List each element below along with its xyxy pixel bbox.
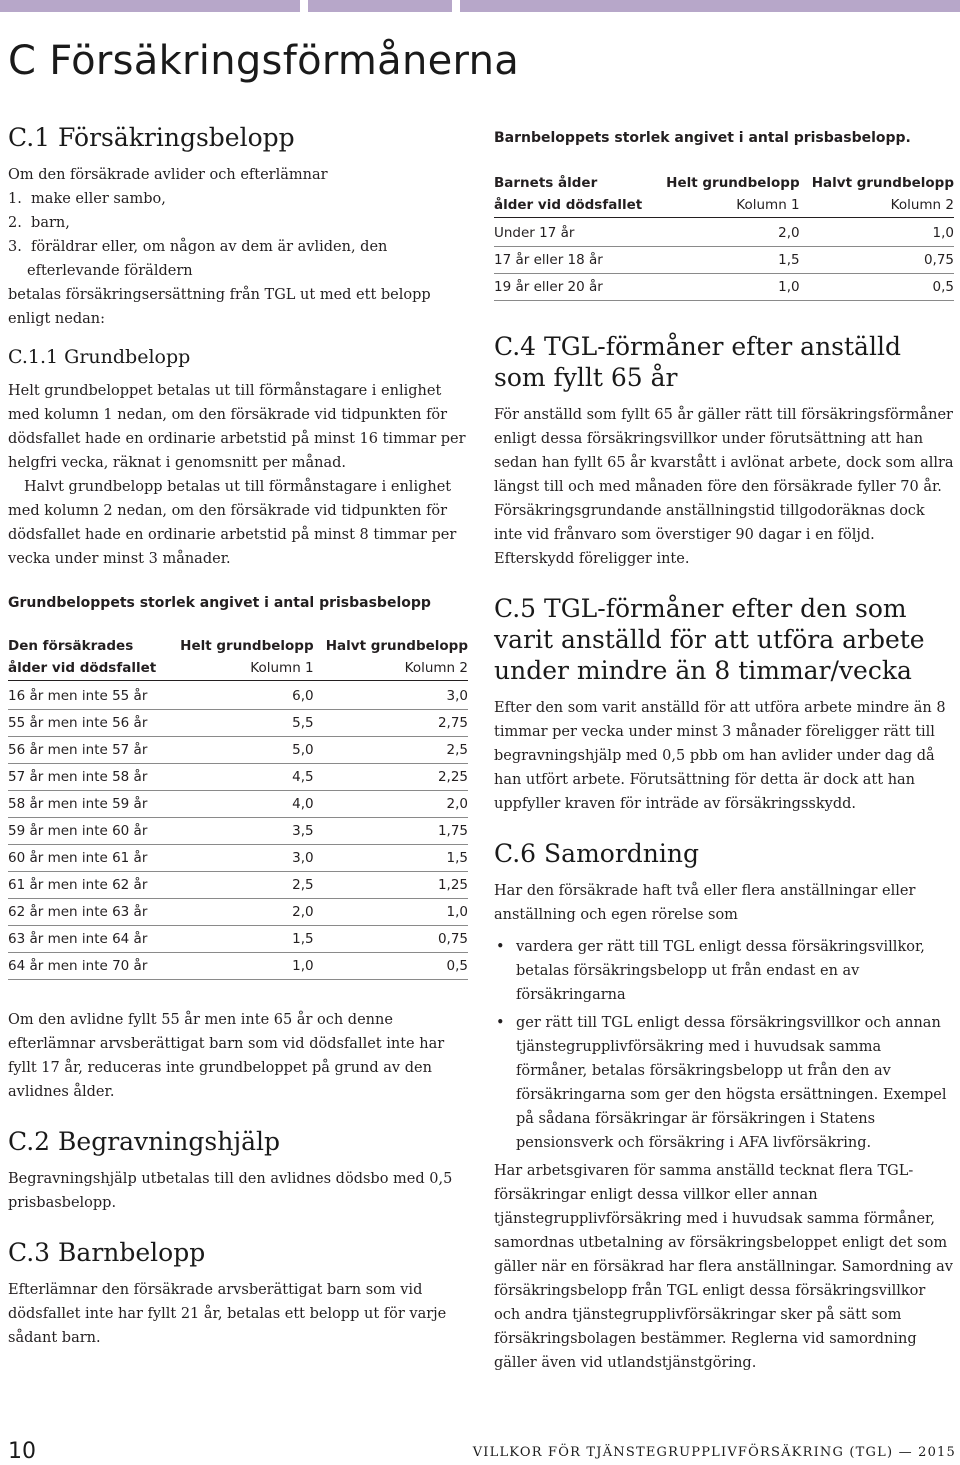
table-cell: 6,0 xyxy=(169,681,314,710)
table-cell: 2,75 xyxy=(314,710,468,737)
page-title: C Försäkringsförmånerna xyxy=(8,38,520,84)
table-cell: 1,5 xyxy=(314,845,468,872)
table-cell: 0,5 xyxy=(800,274,954,301)
table-header: Barnets ålder xyxy=(494,175,598,191)
table-cell: 2,5 xyxy=(169,872,314,899)
table-cell: 1,0 xyxy=(655,274,800,301)
table-row xyxy=(8,845,468,872)
table-row xyxy=(8,737,468,764)
table-row xyxy=(8,818,468,845)
table-cell: 59 år men inte 60 år xyxy=(8,818,169,845)
table-row xyxy=(8,681,468,710)
section-c4-title: C.4 TGL-förmåner efter anställd som fyllt 65 år xyxy=(494,332,901,392)
table-header: Kolumn 2 xyxy=(314,657,468,681)
accent-bar-segment-2 xyxy=(308,0,452,12)
c1-outro: betalas försäkringsersättning från TGL ut med ett belopp enligt nedan: xyxy=(8,287,431,327)
table-cell: 0,5 xyxy=(314,953,468,980)
list-item: 3. föräldrar eller, om någon av dem är avliden, den efterlevande föräldern xyxy=(8,239,388,279)
table-cell: 63 år men inte 64 år xyxy=(8,926,169,953)
list-item-text: vardera ger rätt till TGL enligt dessa försäkringsvillkor, betalas försäkringsbelopp ut från endast en av försäkringarna xyxy=(516,939,925,1003)
table-cell: 0,75 xyxy=(800,247,954,274)
list-item xyxy=(494,1011,954,1155)
list-item-text: ger rätt till TGL enligt dessa försäkringsvillkor och annan tjänstegrupplivförsäkring med i huvudsak samma förmåner, betalas försäkringsbelopp ut från den av försäkringarna som ger den högsta ersättningen. Exempel på sådana försäkringar är försäkringen i Statens pensionsverk och försäkring i AFA livförsäkring. xyxy=(516,1015,947,1151)
table-cell: 1,75 xyxy=(314,818,468,845)
table-row xyxy=(8,899,468,926)
table-header: Halvt grundbelopp xyxy=(325,638,468,654)
grundbelopp-table xyxy=(8,635,468,980)
c3-text: Efterlämnar den försäkrade arvsberättigat barn som vid dödsfallet inte har fyllt 21 år, betalas ett belopp ut för varje sådant barn. xyxy=(8,1282,447,1346)
table-cell: 64 år men inte 70 år xyxy=(8,953,169,980)
c11-paragraph-1: Helt grundbeloppet betalas ut till förmånstagare i enlighet med kolumn 1 nedan, om den försäkrade vid tidpunkten för dödsfallet hade en ordinarie arbetstid på minst 16 timmar per helgfri vecka, räknat i genomsnitt per månad. xyxy=(8,383,466,471)
c2-text: Begravningshjälp utbetalas till den avlidnes dödsbo med 0,5 prisbasbelopp. xyxy=(8,1171,453,1211)
list-item: 2. barn, xyxy=(8,215,70,231)
table-cell: 3,0 xyxy=(314,681,468,710)
c6-intro: Har den försäkrade haft två eller flera anställningar eller anställning och egen rörelse som xyxy=(494,883,916,923)
table-cell: 58 år men inte 59 år xyxy=(8,791,169,818)
section-c5-title: C.5 TGL-förmåner efter den som varit anställd för att utföra arbete under mindre än 8 timmar/vecka xyxy=(494,594,925,685)
table-row xyxy=(8,791,468,818)
table-cell: 5,0 xyxy=(169,737,314,764)
barnbelopp-table xyxy=(494,172,954,301)
left-column xyxy=(8,122,468,1350)
section-c2-title: C.2 Begravningshjälp xyxy=(8,1127,280,1156)
table-cell: 56 år men inte 57 år xyxy=(8,737,169,764)
section-c3-title: C.3 Barnbelopp xyxy=(8,1238,206,1267)
table-cell: 60 år men inte 61 år xyxy=(8,845,169,872)
c6-bullet-list xyxy=(494,935,954,1155)
table-cell: 57 år men inte 58 år xyxy=(8,764,169,791)
table-cell: 2,25 xyxy=(314,764,468,791)
table-cell: 2,0 xyxy=(314,791,468,818)
table-cell: 17 år eller 18 år xyxy=(494,247,655,274)
table-cell: 62 år men inte 63 år xyxy=(8,899,169,926)
table-cell: 3,0 xyxy=(169,845,314,872)
table-header: Kolumn 2 xyxy=(800,194,954,218)
table-cell: 55 år men inte 56 år xyxy=(8,710,169,737)
page-number: 10 xyxy=(8,1439,36,1464)
c5-text: Efter den som varit anställd för att utföra arbete mindre än 8 timmar per vecka under minst 3 månader föreligger rätt till begravningshjälp med 0,5 pbb om han avlider under dag då han utfört arbete. Förutsättning för detta är dock att han uppfyller kraven för inträde av försäkringsskydd. xyxy=(494,700,946,812)
table-row xyxy=(494,247,954,274)
table-cell: 5,5 xyxy=(169,710,314,737)
table-row xyxy=(8,953,468,980)
c11-paragraph-2: Halvt grundbelopp betalas ut till förmånstagare i enlighet med kolumn 2 nedan, om den försäkrade vid tidpunkten för dödsfallet hade en ordinarie arbetstid på minst 8 timmar per vecka under minst 3 månader. xyxy=(8,479,457,567)
table-header: ålder vid dödsfallet xyxy=(494,194,655,218)
table-row xyxy=(8,710,468,737)
table-cell: 0,75 xyxy=(314,926,468,953)
accent-bar-segment-3 xyxy=(460,0,960,12)
table-header: Den försäkrades xyxy=(8,638,134,654)
table-cell: 1,0 xyxy=(800,218,954,247)
table-header: Kolumn 1 xyxy=(655,194,800,218)
section-c6-title: C.6 Samordning xyxy=(494,839,699,868)
table-cell: 1,0 xyxy=(314,899,468,926)
table-cell: 19 år eller 20 år xyxy=(494,274,655,301)
c1-intro: Om den försäkrade avlider och efterlämnar xyxy=(8,167,328,183)
table-cell: 3,5 xyxy=(169,818,314,845)
beneficiary-list xyxy=(8,187,468,283)
table-cell: 1,0 xyxy=(169,953,314,980)
table-header: Helt grundbelopp xyxy=(666,175,800,191)
table-header: Kolumn 1 xyxy=(169,657,314,681)
table-row xyxy=(494,274,954,301)
table-cell: 2,5 xyxy=(314,737,468,764)
table-header: ålder vid dödsfallet xyxy=(8,657,169,681)
table-header: Halvt grundbelopp xyxy=(811,175,954,191)
table-row xyxy=(494,218,954,247)
section-c11-title: C.1.1 Grundbelopp xyxy=(8,346,191,368)
table-cell: 2,0 xyxy=(169,899,314,926)
grundbelopp-table-heading: Grundbeloppets storlek angivet i antal prisbasbelopp xyxy=(8,595,431,611)
table-cell: 1,25 xyxy=(314,872,468,899)
accent-bar-segment-1 xyxy=(0,0,300,12)
list-item: 1. make eller sambo, xyxy=(8,191,166,207)
table-row xyxy=(8,872,468,899)
table-row xyxy=(8,764,468,791)
section-c1-title: C.1 Försäkringsbelopp xyxy=(8,123,295,152)
top-accent-bar xyxy=(0,0,960,12)
c6-outro: Har arbetsgivaren för samma anställd tecknat flera TGL-försäkringar enligt dessa villkor eller annan tjänstegrupplivförsäkring med i huvudsak samma förmåner, samordnas utbetalning av försäkringsbeloppet enligt det som gäller när en försäkrad har flera anställningar. Samordning av försäkringsbelopp från TGL enligt dessa försäkringsvillkor och andra tjänstegrupplivförsäkringar sker på sätt som försäkringsbolagen bestämmer. Reglerna vid samordning gäller även vid utlandstjänstgöring. xyxy=(494,1163,953,1371)
table-cell: 4,0 xyxy=(169,791,314,818)
after-table-paragraph: Om den avlidne fyllt 55 år men inte 65 år och denne efterlämnar arvsberättigat barn som vid dödsfallet inte har fyllt 17 år, reduceras inte grundbeloppet på grund av den avlidnes ålder. xyxy=(8,1012,445,1100)
table-cell: 4,5 xyxy=(169,764,314,791)
bullet-icon: • xyxy=(496,1015,505,1031)
table-cell: 1,5 xyxy=(655,247,800,274)
table-cell: Under 17 år xyxy=(494,218,655,247)
table-header: Helt grundbelopp xyxy=(180,638,314,654)
table-cell: 61 år men inte 62 år xyxy=(8,872,169,899)
bullet-icon: • xyxy=(496,939,505,955)
table-row xyxy=(8,926,468,953)
table-cell: 1,5 xyxy=(169,926,314,953)
right-column xyxy=(494,122,954,1375)
barnbelopp-table-heading: Barnbeloppets storlek angivet i antal prisbasbelopp. xyxy=(494,130,911,146)
list-item xyxy=(494,935,954,1007)
table-cell: 16 år men inte 55 år xyxy=(8,681,169,710)
c4-text: För anställd som fyllt 65 år gäller rätt till försäkringsförmåner enligt dessa försäkringsvillkor under förutsättning att han sedan han fyllt 65 år kvarstått i avlönat arbete, dock som allra längst till och med månaden före den försäkrade fyller 70 år. Försäkringsgrundande anställningstid tillgodoräknas dock inte vid frånvaro som överstiger 90 dagar i en följd. Efterskydd föreligger inte. xyxy=(494,407,954,567)
footer-document-title: VILLKOR FÖR TJÄNSTEGRUPPLIVFÖRSÄKRING (TGL) — 2015 xyxy=(472,1445,956,1460)
table-cell: 2,0 xyxy=(655,218,800,247)
